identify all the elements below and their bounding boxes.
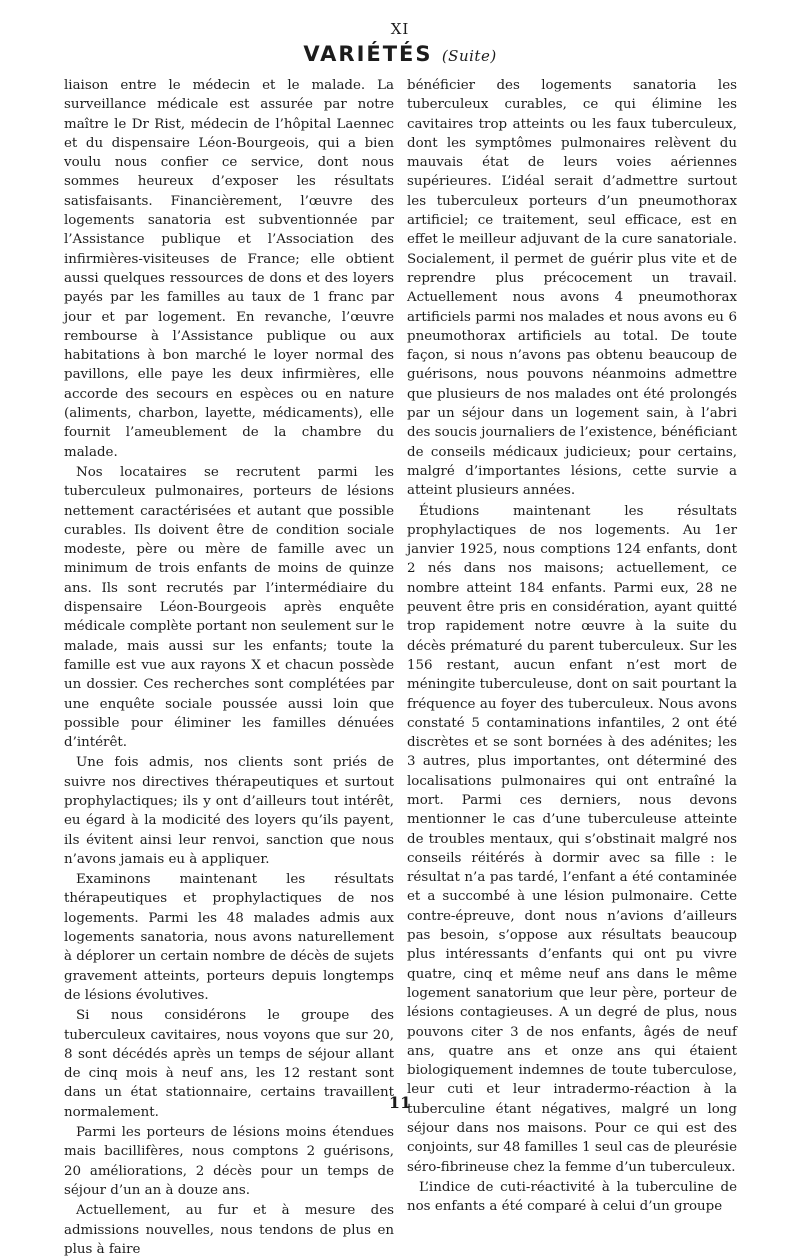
paragraph: Examinons maintenant les résultats thérapeutiques et prophylactiques de nos logements. Parmi les 48 malades admis aux logements sanatoria, nous avons naturellement à déplorer un certain nombre de décès de sujets gravement atteints, porteurs depuis longtemps de lésions évolutives.: [64, 872, 394, 1003]
page-number: 11: [388, 1093, 412, 1112]
title-main: VARIÉTÉS: [303, 42, 433, 66]
title-suffix: (Suite): [441, 47, 497, 65]
paragraph: liaison entre le médecin et le malade. La surveillance médicale est assurée par notre maître le Dr Rist, médecin de l’hôpital Laennec et du dispensaire Léon-Bourgeois, qui a bien voulu nous confier ce service, dont nous sommes heureux d’exposer les résultats satisfaisants. Financièrement, l’œuvre des logements sanatoria est subventionnée par l’Assistance publique et l’Association des infirmières-visiteuses de France; elle obtient aussi quelques ressources de dons et des loyers payés par les familles au taux de 1 franc par jour et par logement. En revanche, l’œuvre rembourse à l’Assistance publique ou aux habitations à bon marché le loyer normal des pavillons, elle paye les deux infirmières, elle accorde des secours en espèces ou en nature (aliments, charbon, layette, médicaments), elle fournit l’ameublement de la chambre du malade.: [64, 78, 394, 460]
paragraph: Parmi les porteurs de lésions moins étendues mais bacillifères, nous comptons 2 guérisons, 20 améliorations, 2 décès pour un temps de séjour d’un an à douze ans.: [64, 1125, 394, 1198]
page-title: [0, 42, 800, 66]
paragraph: Nos locataires se recrutent parmi les tuberculeux pulmonaires, porteurs de lésions nettement caractérisées et autant que possible curables. Ils doivent être de condition sociale modeste, père ou mère de famille avec un minimum de trois enfants de moins de quinze ans. Ils sont recrutés par l’intermédiaire du dispensaire Léon-Bourgeois après enquête médicale complète portant non seulement sur le malade, mais aussi sur les enfants; toute la famille est vue aux rayons X et chacun possède un dossier. Ces recherches sont complétées par une enquête sociale poussée aussi loin que possible pour éliminer les familles dénuées d’intérêt.: [64, 464, 394, 751]
paragraph: Une fois admis, nos clients sont priés de suivre nos directives thérapeutiques et surtout prophylactiques; ils y ont d’ailleurs tout intérêt, eu égard à la modicité des loyers qu’ils payent, ils évitent ainsi leur renvoi, sanction que nous n’avons jamais eu à appliquer.: [64, 755, 394, 867]
right-column: [407, 76, 737, 1218]
left-column: [64, 76, 394, 1260]
paragraph: Actuellement, au fur et à mesure des admissions nouvelles, nous tendons de plus en plus à faire: [64, 1203, 394, 1257]
paragraph: Si nous considérons le groupe des tuberculeux cavitaires, nous voyons que sur 20, 8 sont décédés après un temps de séjour allant de cinq mois à neuf ans, les 12 restant sont dans un état stationnaire, certains travaillent normalement.: [64, 1008, 394, 1120]
paragraph: bénéficier des logements sanatoria les tuberculeux curables, ce qui élimine les cavitaires trop atteints ou les faux tuberculeux, dont les symptômes pulmonaires relèvent du mauvais état de leurs voies aériennes supérieures. L’idéal serait d’admettre surtout les tuberculeux porteurs d’un pneumothorax artificiel; ce traitement, seul efficace, est en effet le meilleur adjuvant de la cure sanatoriale. Socialement, il permet de guérir plus vite et de reprendre plus précocement un travail. Actuellement nous avons 4 pneumothorax artificiels parmi nos malades et nous avons eu 6 pneumothorax artificiels au total. De toute façon, si nous n’avons pas obtenu beaucoup de guérisons, nous pouvons néanmoins admettre que plusieurs de nos malades ont été prolongés par un séjour dans un logement sain, à l’abri des soucis journaliers de l’existence, bénéficiant de conseils médicaux judicieux; pour certains, malgré d’importantes lésions, cette survie a atteint plusieurs années.: [407, 78, 737, 499]
paragraph: Étudions maintenant les résultats prophylactiques de nos logements. Au 1er janvier 1925, nous comptions 124 enfants, dont 2 nés dans nos maisons; actuellement, ce nombre atteint 184 enfants. Parmi eux, 28 ne peuvent être pris en considération, ayant quitté trop rapidement notre œuvre à la suite du décès prématuré du parent tuberculeux. Sur les 156 restant, aucun enfant n’est mort de méningite tuberculeuse, dont on sait pourtant la fréquence au foyer des tuberculeux. Nous avons constaté 5 contaminations infantiles, 2 ont été discrètes et se sont bornées à des adénites; les 3 autres, plus importantes, ont déterminé des localisations pulmonaires qui ont entraîné la mort. Parmi ces derniers, nous devons mentionner le cas d’une tuberculeuse atteinte de troubles mentaux, qui s’obstinait malgré nos conseils réitérés à dormir avec sa fille : le résultat n’a pas tardé, l’enfant a été contaminée et a succombé à une lésion pulmonaire. Cette contre-épreuve, dont nous n’avions d’ailleurs pas besoin, s’oppose aux résultats beaucoup plus intéressants d’enfants qui ont pu vivre quatre, cinq et même neuf ans dans le même logement sanatorium que leur père, porteur de lésions contagieuses. A un degré de plus, nous pouvons citer 3 de nos enfants, âgés de neuf ans, quatre ans et onze ans qui étaient biologiquement indemnes de toute tuberculose, leur cuti et leur intradermo-réaction à la tuberculine étant négatives, malgré un long séjour dans nos maisons. Pour ce qui est des conjoints, sur 48 familles 1 seul cas de pleurésie séro-fibrineuse chez la femme d’un tuberculeux.: [407, 503, 737, 1175]
paragraph: L’indice de cuti-réactivité à la tuberculine de nos enfants a été comparé à celui d’un groupe: [407, 1179, 737, 1215]
section-roman-numeral: XI: [390, 20, 410, 38]
